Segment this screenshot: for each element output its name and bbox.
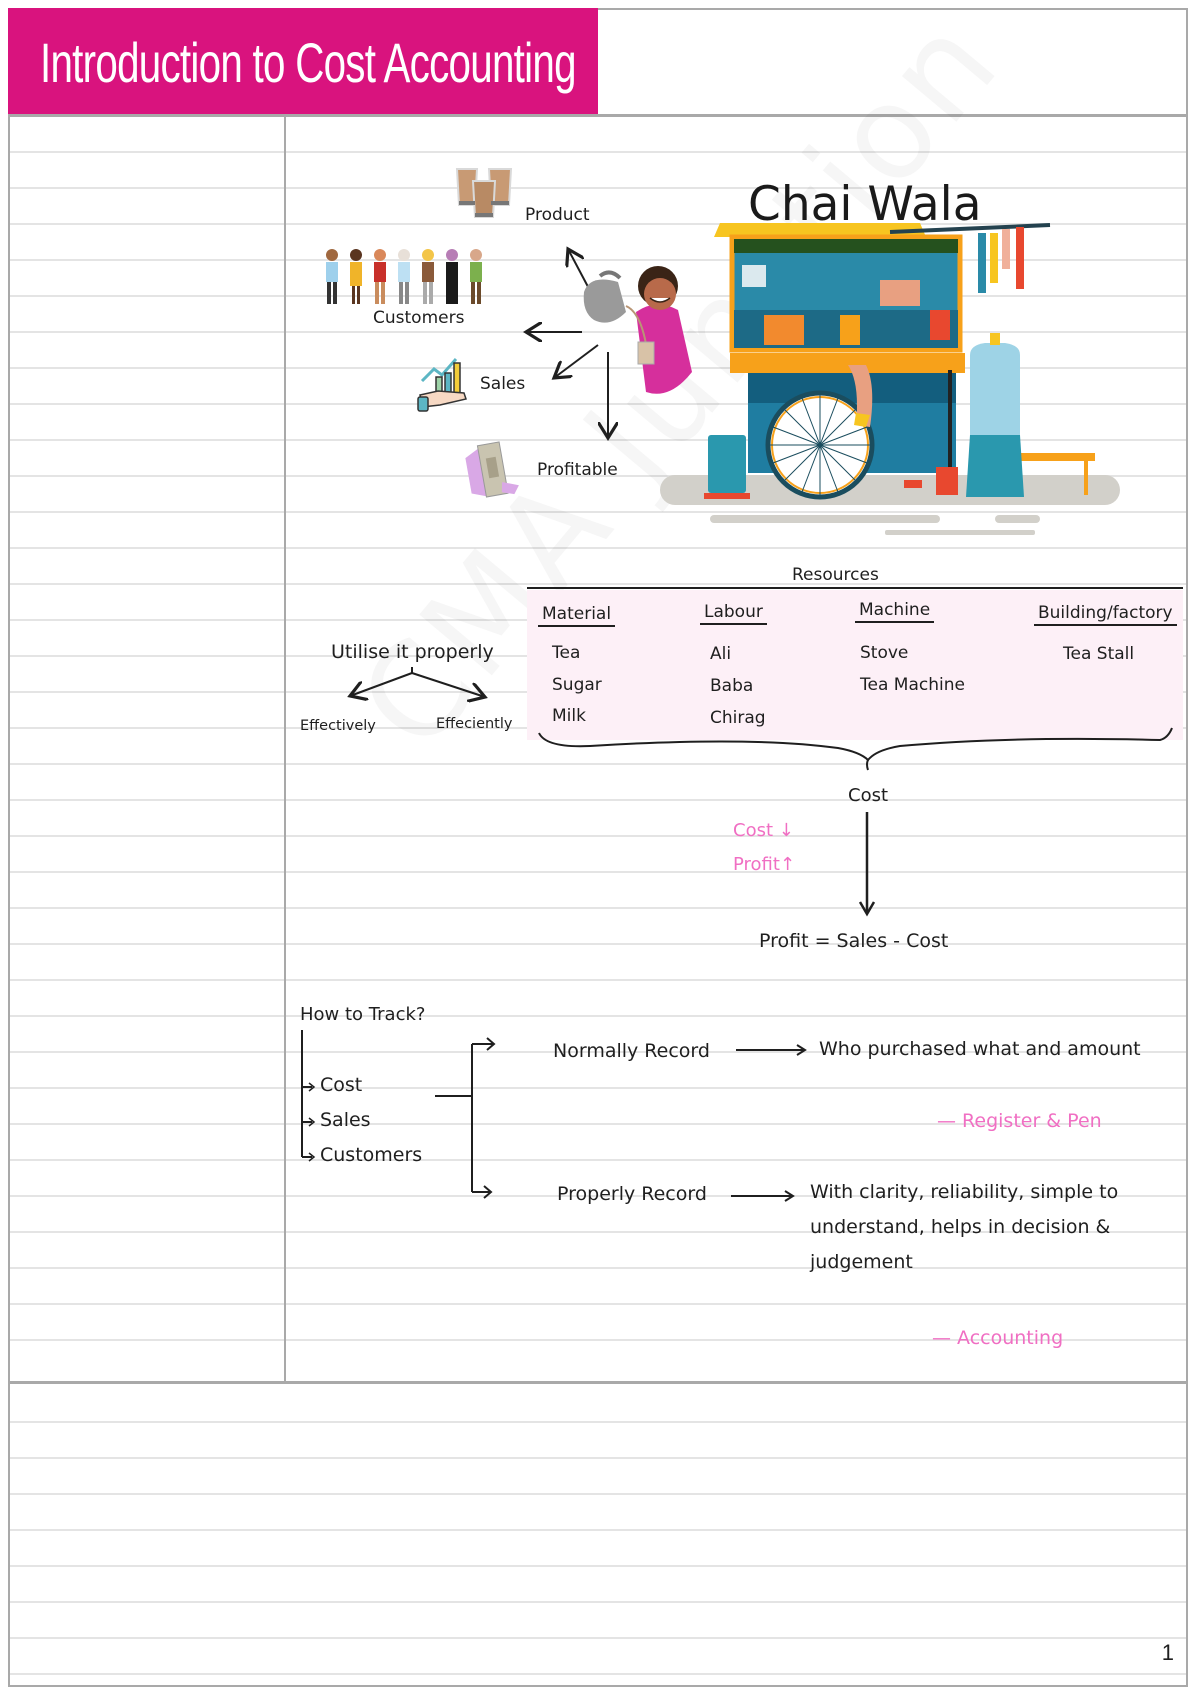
normally-record-label: Normally Record	[553, 1040, 710, 1062]
profit-formula: Profit = Sales - Cost	[759, 930, 949, 952]
column-header-material: Material	[538, 604, 615, 627]
building-item: Tea Stall	[1063, 644, 1135, 664]
label-profitable: Profitable	[537, 460, 618, 480]
track-item-cost: Cost	[320, 1074, 363, 1096]
label-effeciently: Effeciently	[436, 716, 513, 732]
column-header-labour: Labour	[700, 602, 767, 625]
label-sales: Sales	[480, 374, 526, 394]
labour-item: Baba	[710, 676, 754, 696]
labour-item: Chirag	[710, 708, 766, 728]
label-effectively: Effectively	[300, 718, 376, 734]
brace-label-cost: Cost	[848, 785, 889, 806]
normally-record-description: Who purchased what and amount	[819, 1038, 1141, 1060]
machine-item: Stove	[860, 643, 909, 663]
properly-record-description-line: understand, helps in decision &	[810, 1216, 1111, 1238]
label-customers: Customers	[373, 308, 465, 328]
material-item: Sugar	[552, 675, 602, 695]
up-arrow-icon: ↑	[779, 854, 796, 875]
properly-record-description-line: judgement	[810, 1251, 913, 1273]
machine-item: Tea Machine	[860, 675, 965, 695]
note-profit-text: Profit	[733, 854, 780, 875]
column-header-machine: Machine	[855, 600, 934, 623]
properly-record-description-line: With clarity, reliability, simple to	[810, 1181, 1119, 1203]
page-title: Introduction to Cost Accounting	[40, 31, 576, 94]
labour-item: Ali	[710, 644, 732, 664]
material-item: Milk	[552, 706, 586, 726]
track-item-customers: Customers	[320, 1144, 423, 1166]
track-item-sales: Sales	[320, 1109, 371, 1131]
utilise-heading: Utilise it properly	[331, 641, 494, 663]
properly-record-tool: — Accounting	[932, 1327, 1064, 1349]
chai-wala-title: Chai Wala	[748, 177, 982, 232]
down-arrow-icon: ↓	[778, 820, 794, 841]
normally-record-tool: — Register & Pen	[937, 1110, 1102, 1132]
material-item: Tea	[552, 643, 581, 663]
label-product: Product	[525, 205, 590, 225]
column-header-building: Building/factory	[1034, 603, 1177, 626]
page-number: 1	[1161, 1640, 1174, 1665]
track-question: How to Track?	[300, 1004, 426, 1025]
resources-title: Resources	[792, 565, 879, 585]
note-cost-text: Cost	[733, 820, 774, 841]
properly-record-label: Properly Record	[557, 1183, 707, 1205]
